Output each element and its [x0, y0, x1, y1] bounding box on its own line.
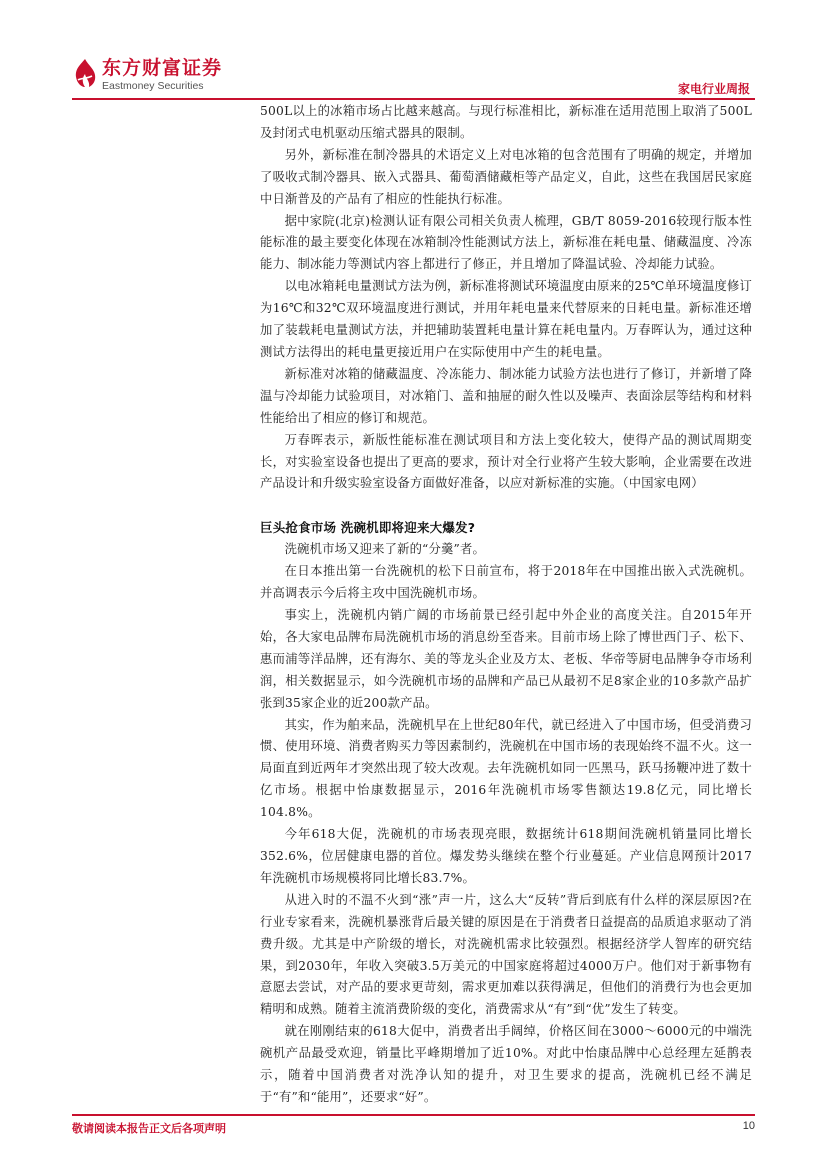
- paragraph: 据中家院(北京)检测认证有限公司相关负责人梳理，GB/T 8059-2016较现行版本性能标准的最主要变化体现在冰箱制冷性能测试方法上，新标准在耗电量、储藏温度、冷冻能力、制冰能力等测试内容上都进行了修正，并且增加了降温试验、冷却能力试验。: [260, 213, 752, 272]
- header-divider: [72, 98, 755, 100]
- paragraph: 从进入时的不温不火到“涨”声一片，这么大“反转”背后到底有什么样的深层原因?在行业专家看来，洗碗机暴涨背后最关键的原因是在于消费者日益提高的品质追求驱动了消费升级。尤其是中产阶级的增长，对洗碗机需求比较强烈。根据经济学人智库的研究结果，到2030年，年收入突破3.5万美元的中国家庭将超过4000万户。他们对于新事物有意愿去尝试，对产品的要求更苛刻，需求更加难以获得满足，但他们的消费行为也会更加精明和成熟。随着主流消费阶级的变化，消费需求从“有”到“优”发生了转变。: [260, 892, 752, 1017]
- article-dishwasher-market: [260, 517, 752, 1109]
- report-type-label: 家电行业周报: [677, 82, 750, 96]
- section-spacer: [260, 495, 752, 517]
- paragraph: 就在刚刚结束的618大促中，消费者出手阔绰，价格区间在3000～6000元的中端洗碗机产品最受欢迎，销量比平峰期增加了近10%。对此中怡康品牌中心总经理左延鹊表示，随着中国消费者对洗净认知的提升，对卫生要求的提高，洗碗机已经不满足于“有”和“能用”，还要求“好”。: [260, 1024, 752, 1104]
- paragraph: 今年618大促，洗碗机的市场表现亮眼，数据统计618期间洗碗机销量同比增长352.6%，位居健康电器的首位。爆发势头继续在整个行业蔓延。产业信息网预计2017年洗碗机市场规模将同比增长83.7%。: [260, 827, 752, 885]
- page-header: [0, 0, 827, 108]
- paragraph: 万春晖表示，新版性能标准在测试项目和方法上变化较大，使得产品的测试周期变长，对实验室设备也提出了更高的要求，预计对全行业将产生较大影响，企业需要在改进产品设计和升级实验室设备方面做好准备，以应对新标准的实施。（中国家电网）: [260, 432, 752, 491]
- paragraph: 事实上，洗碗机内销广阔的市场前景已经引起中外企业的高度关注。自2015年开始，各大家电品牌布局洗碗机市场的消息纷至沓来。目前市场上除了博世西门子、松下、惠而浦等洋品牌，还有海尔、美的等龙头企业及方太、老板、华帝等厨电品牌争夺市场利润，相关数据显示，如今洗碗机市场的品牌和产品已从最初不足8家企业的10多款产品扩张到35家企业的近200款产品。: [260, 608, 752, 710]
- paragraph: 以电冰箱耗电量测试方法为例，新标准将测试环境温度由原来的25℃单环境温度修订为16℃和32℃双环境温度进行测试，并用年耗电量来代替原来的日耗电量。新标准还增加了装载耗电量测试方法，并把辅助装置耗电量计算在耗电量内。万春晖认为，通过这种测试方法得出的耗电量更接近用户在实际使用中产生的耗电量。: [260, 279, 752, 359]
- logo-english-name: Eastmoney Securities: [102, 80, 204, 92]
- article-title: 巨头抢食市场 洗碗机即将迎来大爆发?: [260, 520, 476, 536]
- report-body: [260, 101, 752, 1109]
- paragraph: 其实，作为舶来品，洗碗机早在上世纪80年代，就已经进入了中国市场，但受消费习惯、使用环境、消费者购买力等因素制约，洗碗机在中国市场的表现始终不温不火。这一局面直到近两年才突然出现了较大改观。去年洗碗机如同一匹黑马，跃马扬鞭冲进了数十亿市场。根据中怡康数据显示，2016年洗碗机市场零售额达19.8亿元，同比增长104.8%。: [260, 717, 752, 820]
- paragraph: 在日本推出第一台洗碗机的松下日前宣布，将于2018年在中国推出嵌入式洗碗机。并高调表示今后将主攻中国洗碗机市场。: [260, 564, 752, 601]
- logo-chinese-name: 东方财富证券: [102, 57, 223, 79]
- paragraph: 500L以上的冰箱市场占比越来越高。与现行标准相比，新标准在适用范围上取消了500L及封闭式电机驱动压缩式器具的限制。: [260, 104, 752, 140]
- paragraph: 新标准对冰箱的储藏温度、冷冻能力、制冰能力试验方法也进行了修订，并新增了降温与冷却能力试验项目，对冰箱门、盖和抽屉的耐久性以及噪声、表面涂层等结构和材料性能给出了相应的修订和规范。: [260, 366, 752, 425]
- logo-flame-icon: [72, 58, 98, 88]
- footer-divider: [72, 1114, 755, 1116]
- article-fridge-standard: [260, 101, 752, 495]
- company-logo: [72, 58, 222, 92]
- disclaimer-text: 敬请阅读本报告正文后各项声明: [72, 1122, 226, 1135]
- page-number: 10: [742, 1120, 755, 1132]
- paragraph: 洗碗机市场又迎来了新的“分羹”者。: [284, 542, 486, 557]
- paragraph: 另外，新标准在制冷器具的术语定义上对电冰箱的包含范围有了明确的规定，并增加了吸收式制冷器具、嵌入式器具、葡萄酒储藏柜等产品定义，自此，这些在我国居民家庭中日渐普及的产品有了相应的性能执行标准。: [260, 147, 752, 206]
